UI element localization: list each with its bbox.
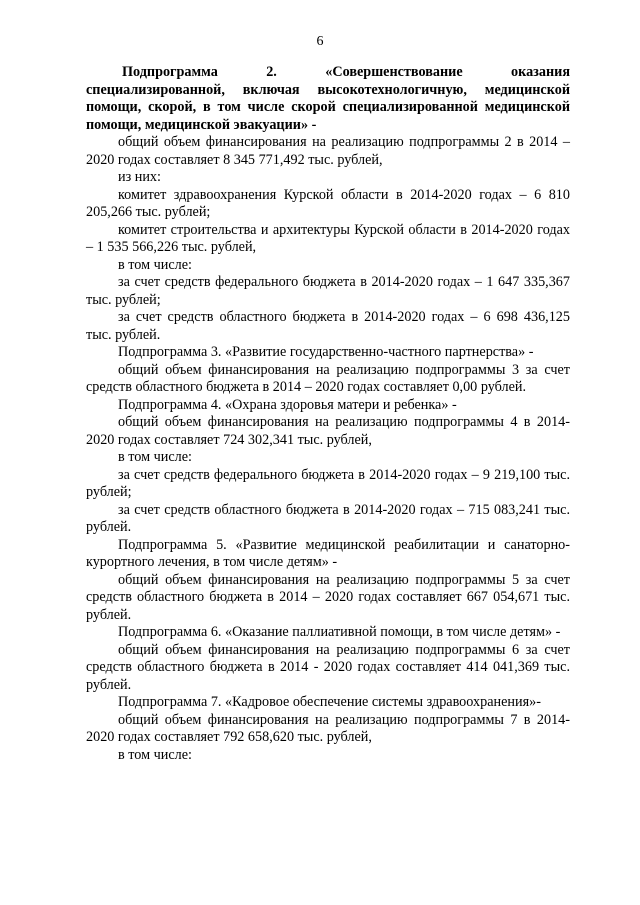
paragraph-subprogram-2-total: общий объем финансирования на реализацию подпрограммы 2 в 2014 – 2020 годах составляет 8 345 771,492 тыс. рублей,: [86, 134, 570, 168]
paragraph-construction-committee: комитет строительства и архитектуры Курской области в 2014-2020 годах – 1 535 566,226 тыс. рублей,: [86, 221, 570, 255]
paragraph-including: в том числе:: [118, 449, 192, 465]
paragraph-subprogram-7-total: общий объем финансирования на реализацию подпрограммы 7 в 2014-2020 годах составляет 792 658,620 тыс. рублей,: [86, 711, 570, 745]
paragraph-federal-budget-2: за счет средств федерального бюджета в 2014-2020 годах – 1 647 335,367 тыс. рублей;: [86, 274, 570, 308]
page-number: 6: [316, 34, 324, 49]
paragraph-subprogram-3-total: общий объем финансирования на реализацию подпрограммы 3 за счет средств областного бюджета в 2014 – 2020 годах составляет 0,00 рублей.: [86, 361, 570, 395]
paragraph-subprogram-5-total: общий объем финансирования на реализацию подпрограммы 5 за счет средств областного бюджета в 2014 – 2020 годах составляет 667 054,671 тыс. рублей.: [86, 571, 570, 623]
paragraph-including: в том числе:: [118, 256, 192, 273]
paragraph-subprogram-5-title: Подпрограмма 5. «Развитие медицинской реабилитации и санаторно-курортного лечения, в том числе детям» -: [86, 536, 570, 570]
paragraph-including: в том числе:: [118, 746, 192, 763]
paragraph-subprogram-3-title: Подпрограмма 3. «Развитие государственно-частного партнерства» -: [118, 344, 534, 360]
paragraph-regional-budget-4: за счет средств областного бюджета в 2014-2020 годах – 715 083,241 тыс. рублей.: [86, 501, 570, 535]
paragraph-subprogram-4-total: общий объем финансирования на реализацию подпрограммы 4 в 2014-2020 годах составляет 724 302,341 тыс. рублей,: [86, 414, 570, 448]
paragraph-regional-budget-2: за счет средств областного бюджета в 2014-2020 годах – 6 698 436,125 тыс. рублей.: [86, 309, 570, 343]
paragraph-federal-budget-4: за счет средств федерального бюджета в 2014-2020 годах – 9 219,100 тыс. рублей;: [86, 466, 570, 500]
paragraph-health-committee: комитет здравоохранения Курской области в 2014-2020 годах – 6 810 205,266 тыс. рублей;: [86, 186, 570, 220]
paragraph-subprogram-7-title: Подпрограмма 7. «Кадровое обеспечение системы здравоохранения»-: [118, 694, 541, 710]
paragraph-subprogram-6-total: общий объем финансирования на реализацию подпрограммы 6 за счет средств областного бюджета в 2014 - 2020 годах составляет 414 041,369 тыс. рублей.: [86, 641, 570, 693]
paragraph-subprogram-2-title: Подпрограмма 2. «Совершенствование оказания специализированной, включая высокотехнологичную, медицинской помощи, скорой, в том числе скорой специализированной медицинской помощи, медицинской эвакуации» -: [86, 64, 570, 133]
paragraph-subprogram-6-title: Подпрограмма 6. «Оказание паллиативной помощи, в том числе детям» -: [118, 624, 561, 640]
paragraph-subprogram-4-title: Подпрограмма 4. «Охрана здоровья матери и ребенка» -: [118, 396, 457, 413]
paragraph-of-which: из них:: [118, 169, 161, 185]
document-body: [86, 64, 570, 764]
